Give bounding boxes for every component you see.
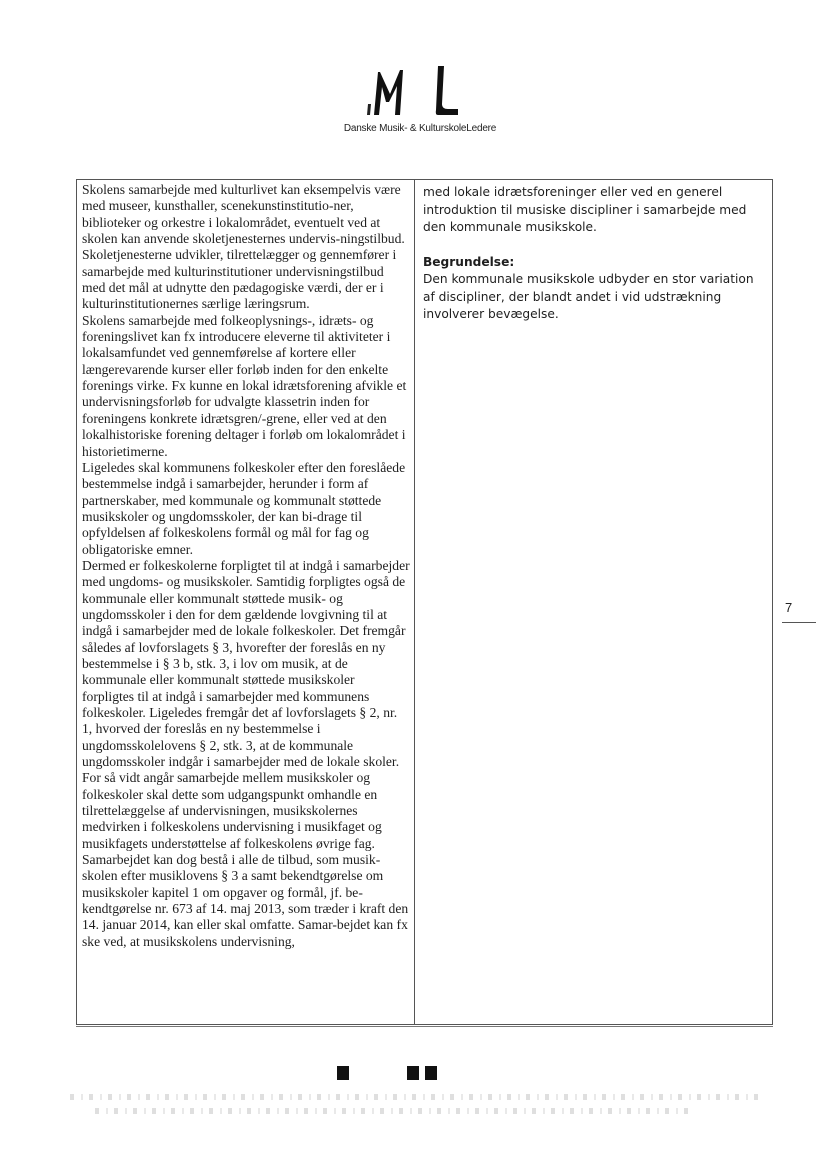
- organization-logo: [330, 60, 510, 140]
- paragraph-cultural-cooperation: Skolens samarbejde med kulturlivet kan eksempelvis være med museer, kunsthaller, scenekunstinstitutio-ner, biblioteker og orkestre i lokalområdet, eventuelt ved at skolen kan anvende skoletjenesternes undervis-ningstilbud. Skoletjenesterne udvikler, tilrettelægger og gennemfører i samarbejde med kulturinstitutioner undervisningstilbud med det mål at udnytte den pædagogiske værdi, der er i kulturinstitutionernes særlige læringsrum.: [82, 182, 405, 312]
- paragraph-obligations: Dermed er folkeskolerne forpligtet til at indgå i samarbejder med ungdoms- og musikskoler. Samtidig forpligtes også de kommunale eller kommunalt støttede musik- og ungdomsskoler i den for dem gældende lovgivning til at indgå i samarbejder med de lokale folkeskoler. Det fremgår således af lovforslagets § 3, hvorefter der foreslås en ny bestemmelse i § 3 b, stk. 3, i lov om musik, at de kommunale eller kommunalt støttede musikskoler forpligtes til at indgå i samarbejder med kommunens folkeskoler. Ligeledes fremgår det af lovforslagets § 2, nr. 1, hvorved der foreslås en ny bestemmelse i ungdomsskolelovens § 2, stk. 3, at de kommunale ungdomsskoler indgår i samarbejder med de lokale skoler.: [82, 557, 410, 770]
- ml-logo-mark: [360, 60, 480, 122]
- right-intro-text: med lokale idrætsforeninger eller ved en generel introduktion til musiske discipliner i samarbejde med den kommunale musikskole.: [423, 185, 747, 234]
- page-number: 7: [785, 600, 793, 615]
- content-table: [76, 179, 773, 1025]
- justification-heading: Begrundelse:: [423, 254, 515, 269]
- logo-caption: Danske Musik- & KulturskoleLedere: [343, 123, 497, 134]
- paragraph-association-cooperation: Skolens samarbejde med folkeoplysnings-, idræts- og foreningslivet kan fx introducere eleverne til aktiviteter i lokalsamfundet ved gennemførelse af kortere eller længerevarende kurser eller forløb inden for den enkelte forenings virke. Fx kunne en lokal idrætsforening afvikle et undervisningsforløb for udvalgte klassetrin inden for foreningens konkrete idrætsgren/-grene, eller ved at den lokalhistoriske forening deltager i forløb om lokalområdet i historietimerne.: [82, 312, 407, 459]
- left-column-text: [82, 182, 410, 950]
- column-divider: [414, 180, 415, 1024]
- justification-text: Den kommunale musikskole udbyder en stor variation af discipliner, der blandt andet i vid udstrækning involverer bevægelse.: [423, 272, 754, 321]
- paragraph-music-school-cooperation: For så vidt angår samarbejde mellem musikskoler og folkeskoler skal dette som udgangspunkt omhandle en tilrettelæggelse af undervisningen, musikskolernes medvirken i folkeskolens undervisning i musikfaget og musikfagets understøttelse af folkeskolens øvrige fag. Samarbejdet kan dog bestå i alle de tilbud, som musik-skolen efter musiklovens § 3 a samt bekendtgørelse om musikskoler kapitel 1 om opgaver og formål, jf. be-kendtgørelse nr. 673 af 14. maj 2013, som træder i kraft den 14. januar 2014, kan eller skal omfatte. Samar-bejdet kan fx ske ved, at musikskolens undervisning,: [82, 770, 409, 949]
- footer-faint-line: [70, 1094, 760, 1100]
- footer-square-mark: [337, 1066, 349, 1080]
- page-number-rule: [782, 622, 816, 623]
- footer-marks: [337, 1066, 447, 1082]
- footer-square-mark: [425, 1066, 437, 1080]
- table-bottom-rule: [76, 1026, 773, 1027]
- footer-square-mark: [407, 1066, 419, 1080]
- footer-faint-line: [95, 1108, 695, 1114]
- right-column-text: [423, 184, 767, 324]
- paragraph-partnerships: Ligeledes skal kommunens folkeskoler efter den foreslåede bestemmelse indgå i samarbejder, herunder i form af partnerskaber, med kommunale og kommunalt støttede musikskoler og ungdomsskoler, der kan bi-drage til opfyldelsen af folkeskolens formål og mål for fag og obligatoriske emner.: [82, 459, 406, 557]
